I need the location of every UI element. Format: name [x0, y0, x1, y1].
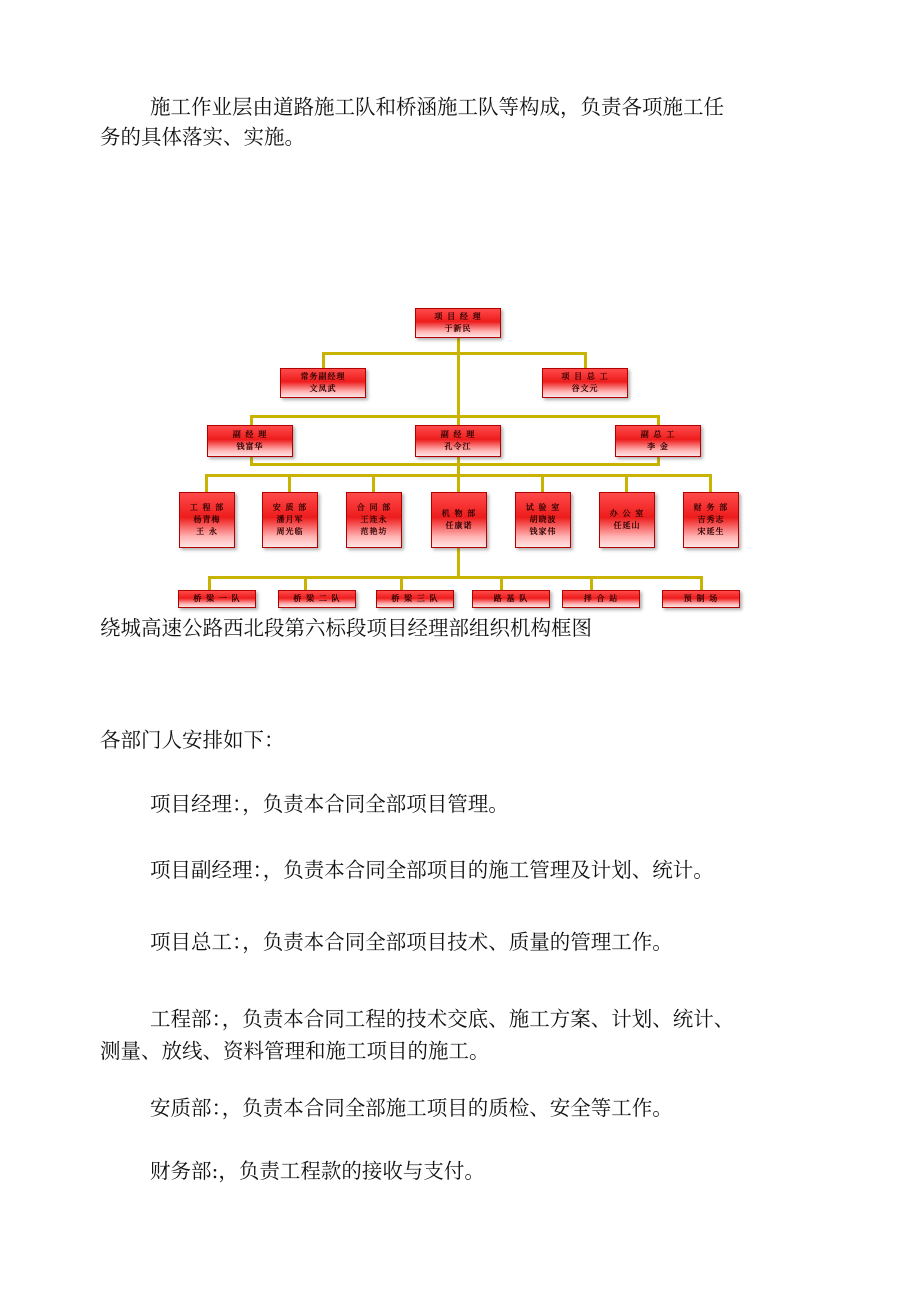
org-chart-caption: 绕城高速公路西北段第六标段项目经理部组织机构框图: [100, 616, 592, 640]
connector: [322, 352, 325, 368]
org-box-title: 预 制 场: [683, 594, 719, 603]
org-box-title: 办 公 室: [609, 509, 645, 518]
org-box-person: 文凤武: [309, 384, 337, 393]
org-box-chief-engineer: [542, 368, 628, 398]
connector: [625, 474, 628, 492]
org-box-person: 钱家伟: [529, 527, 557, 536]
connector: [541, 474, 544, 492]
connector: [288, 474, 291, 492]
org-box-title: 机 物 部: [441, 509, 477, 518]
org-box-person: 孔令江: [444, 442, 472, 451]
org-box-title: 路 基 队: [493, 594, 529, 603]
org-box-person: 周光临: [276, 527, 304, 536]
connector: [657, 415, 660, 425]
org-box-person: 谷文元: [571, 384, 599, 393]
connector: [205, 474, 208, 492]
org-box-roadbed-team: [472, 590, 550, 608]
connector: [700, 576, 703, 590]
org-box-bridge-team-2: [278, 590, 356, 608]
org-box-title: 项 目 经 理: [434, 312, 482, 321]
org-box-person: 李 金: [647, 442, 669, 451]
org-box-bridge-team-3: [376, 590, 454, 608]
connector: [250, 415, 660, 418]
connector: [250, 463, 660, 466]
org-box-executive-deputy-manager: [280, 368, 366, 398]
org-box-materials-dept: [431, 492, 487, 548]
org-box-person: 吉秀志: [697, 515, 725, 524]
org-box-contract-dept: [346, 492, 402, 548]
org-box-title: 财 务 部: [693, 503, 729, 512]
org-box-person: 任延山: [613, 521, 641, 530]
connector: [400, 576, 403, 590]
org-box-deputy-chief-engineer: [615, 425, 701, 457]
staffing-item-project-manager: 项目经理：，负责本合同全部项目管理。: [150, 792, 509, 816]
org-box-title: 桥 梁 一 队: [193, 594, 241, 603]
connector: [372, 474, 375, 492]
org-box-person: 潘月军: [276, 515, 304, 524]
org-box-person: 王 永: [196, 527, 218, 536]
staffing-item-safety-quality-dept: 安质部：，负责本合同全部施工项目的质检、安全等工作。: [150, 1096, 673, 1120]
intro-line-2: 务的具体落实、实施。: [100, 125, 305, 149]
org-box-laboratory: [515, 492, 571, 548]
org-box-person: 于新民: [444, 324, 472, 333]
staffing-item-engineering-dept-line-2: 测量、放线、资料管理和施工项目的施工。: [100, 1039, 490, 1063]
connector: [250, 415, 253, 425]
staffing-item-engineering-dept-line-1: 工程部：，负责本合同工程的技术交底、施工方案、计划、统计、: [150, 1007, 735, 1031]
staffing-heading: 各部门人安排如下：: [100, 728, 285, 752]
org-box-title: 常务副经理: [300, 372, 346, 381]
org-box-title: 合 同 部: [356, 503, 392, 512]
org-box-deputy-manager-2: [415, 425, 501, 457]
org-box-finance-dept: [683, 492, 739, 548]
org-box-title: 桥 梁 三 队: [391, 594, 439, 603]
org-box-title: 桥 梁 二 队: [293, 594, 341, 603]
org-box-title: 工 程 部: [189, 503, 225, 512]
org-chart: [170, 300, 750, 615]
connector: [457, 474, 460, 492]
org-box-bridge-team-1: [178, 590, 256, 608]
connector: [584, 352, 587, 368]
org-box-person: 杨青梅: [193, 515, 221, 524]
connector: [304, 576, 307, 590]
org-box-title: 试 验 室: [525, 503, 561, 512]
org-box-title: 项 目 总 工: [561, 372, 609, 381]
org-box-precast-yard: [662, 590, 740, 608]
org-box-mixing-station: [562, 590, 640, 608]
org-box-title: 拌 合 站: [583, 594, 619, 603]
org-box-office: [599, 492, 655, 548]
connector: [322, 352, 587, 355]
org-box-project-manager: [415, 308, 501, 338]
org-box-title: 副 经 理: [440, 430, 476, 439]
connector: [208, 576, 703, 579]
org-box-person: 王连永: [360, 515, 388, 524]
org-box-title: 安 质 部: [272, 503, 308, 512]
connector: [457, 337, 460, 353]
org-box-person: 任康诺: [445, 521, 473, 530]
org-box-person: 范艳坊: [360, 527, 388, 536]
org-box-safety-quality-dept: [262, 492, 318, 548]
intro-line-1: 施工作业层由道路施工队和桥涵施工队等构成，负责各项施工任: [150, 95, 724, 119]
staffing-item-finance-dept: 财务部:，负责工程款的接收与支付。: [150, 1159, 485, 1183]
org-box-title: 副 经 理: [232, 430, 268, 439]
connector: [590, 576, 593, 590]
org-box-title: 副 总 工: [640, 430, 676, 439]
org-box-deputy-manager-1: [207, 425, 293, 457]
connector: [457, 548, 460, 578]
staffing-item-deputy-manager: 项目副经理：，负责本合同全部项目的施工管理及计划、统计。: [150, 858, 714, 882]
connector: [208, 576, 211, 590]
org-box-person: 钱富华: [236, 442, 264, 451]
staffing-item-chief-engineer: 项目总工：，负责本合同全部项目技术、质量的管理工作。: [150, 930, 673, 954]
org-box-person: 胡晓波: [529, 515, 557, 524]
connector: [500, 576, 503, 590]
connector: [709, 474, 712, 492]
org-box-person: 宋延生: [697, 527, 725, 536]
org-box-engineering-dept: [179, 492, 235, 548]
